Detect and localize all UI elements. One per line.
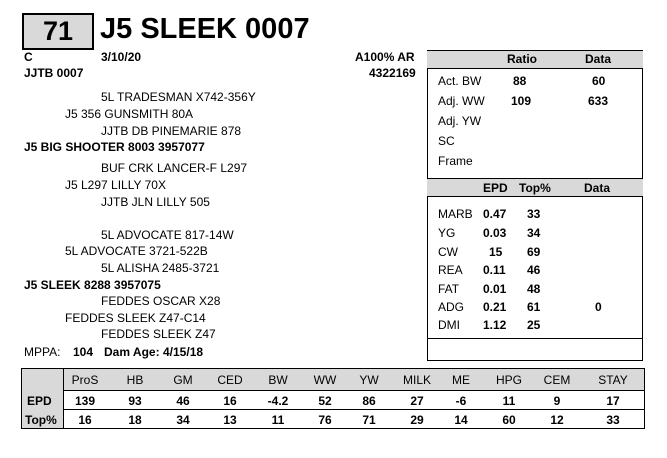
top-value: 12 — [550, 413, 564, 427]
carcass-row-label: MARB — [438, 207, 473, 221]
epd-value: 16 — [223, 394, 237, 408]
carcass-row-label: CW — [438, 245, 458, 259]
performance-panel — [427, 50, 643, 361]
pedigree-sire-dam: J5 L297 LILLY 70X — [65, 178, 166, 192]
epd-value: 11 — [502, 394, 516, 408]
pedigree-sire: J5 BIG SHOOTER 8003 3957077 — [24, 140, 205, 154]
epd-value: 17 — [606, 394, 620, 408]
pedigree-sire-dam-dam: JJTB JLN LILLY 505 — [101, 195, 210, 209]
carcass-row-epd: 0.21 — [483, 300, 507, 314]
carcass-row-label: ADG — [438, 300, 465, 314]
carcass-row-epd: 15 — [489, 245, 503, 259]
epd-col-header: YW — [359, 373, 379, 387]
carcass-row-epd: 0.01 — [483, 282, 507, 296]
carcass-row-top: 34 — [527, 226, 541, 240]
top-value: 14 — [454, 413, 468, 427]
pedigree-dam-dam-dam: FEDDES SLEEK Z47 — [101, 327, 216, 341]
epd-col-header: HB — [126, 373, 144, 387]
epd-value: 46 — [176, 394, 190, 408]
top-value: 11 — [271, 413, 285, 427]
epd-col-header: CEM — [543, 373, 571, 387]
pedigree-sire-sire-sire: 5L TRADESMAN X742-356Y — [101, 90, 256, 104]
epd-value: 86 — [362, 394, 376, 408]
top-value: 16 — [78, 413, 92, 427]
epd-value: 52 — [318, 394, 332, 408]
top-value: 33 — [606, 413, 620, 427]
pedigree-dam: J5 SLEEK 8288 3957075 — [24, 278, 161, 292]
top-value: 18 — [128, 413, 142, 427]
pedigree-sire-dam-sire: BUF CRK LANCER-F L297 — [101, 161, 248, 175]
birth-date: 3/10/20 — [101, 50, 142, 64]
perf-row-ratio: 88 — [513, 74, 527, 88]
epd-col-header: GM — [173, 373, 193, 387]
carcass-row-data: 0 — [595, 300, 602, 314]
pedigree-sire-sire-dam: JJTB DB PINEMARIE 878 — [101, 124, 242, 138]
perf-row-data: 633 — [588, 94, 609, 108]
registry-label: A100% AR — [355, 50, 415, 64]
carcass-row-top: 25 — [527, 318, 541, 332]
dam-age-label: Dam Age: — [104, 345, 160, 359]
epd-value: -6 — [455, 394, 467, 408]
epd-col-header: WW — [313, 373, 337, 387]
epd-value: 139 — [74, 394, 96, 408]
epd-value: 27 — [410, 394, 424, 408]
perf-row-label: Frame — [438, 154, 473, 168]
carcass-row-epd: 0.11 — [483, 263, 506, 277]
epd-value: 93 — [128, 394, 142, 408]
perf-row-label: Act. BW — [438, 74, 482, 88]
pedigree-dam-dam: FEDDES SLEEK Z47-C14 — [65, 311, 206, 325]
pedigree-dam-sire-sire: 5L ADVOCATE 817-14W — [101, 228, 234, 242]
top-value: 29 — [410, 413, 424, 427]
epd-col-header: MILK — [402, 373, 431, 387]
carcass-row-epd: 1.12 — [483, 318, 507, 332]
data-header: Data — [585, 52, 612, 66]
carcass-row-epd: 0.03 — [483, 226, 507, 240]
carcass-row-top: 33 — [527, 207, 541, 221]
carcass-row-label: DMI — [438, 318, 460, 332]
epd-col-header: HPG — [495, 373, 522, 387]
pedigree-dam-sire-dam: 5L ALISHA 2485-3721 — [101, 261, 220, 275]
top-value: 76 — [318, 413, 332, 427]
carcass-row-epd: 0.47 — [483, 207, 507, 221]
epd-col-header: BW — [268, 373, 288, 387]
epd-value: 9 — [553, 394, 561, 408]
top-value: 71 — [362, 413, 376, 427]
perf-row-ratio: 109 — [511, 94, 532, 108]
top-row-label: Top% — [25, 413, 57, 427]
perf-row-label: SC — [438, 134, 455, 148]
epd-header: EPD — [483, 181, 508, 195]
epd-row-label: EPD — [27, 394, 52, 408]
top-value: 60 — [502, 413, 516, 427]
lot-number: 71 — [22, 13, 94, 50]
mppa-label: MPPA: — [24, 345, 61, 359]
registration-number: 4322169 — [369, 66, 416, 80]
pedigree-dam-sire: 5L ADVOCATE 3721-522B — [65, 244, 208, 258]
animal-code: C — [24, 50, 33, 64]
carcass-row-top: 48 — [527, 282, 541, 296]
pedigree-sire-sire: J5 356 GUNSMITH 80A — [65, 107, 194, 121]
mppa-value: 104 — [73, 345, 94, 359]
perf-row-label: Adj. WW — [438, 94, 485, 108]
carcass-row-label: FAT — [438, 282, 460, 296]
carcass-row-top: 69 — [527, 245, 541, 259]
top-value: 13 — [223, 413, 237, 427]
carcass-row-top: 46 — [527, 263, 541, 277]
dam-age-value: 4/15/18 — [163, 345, 204, 359]
epd-table — [21, 368, 645, 429]
perf-row-data: 60 — [592, 74, 606, 88]
epd-value: -4.2 — [267, 394, 289, 408]
top-value: 34 — [176, 413, 190, 427]
perf-row-label: Adj. YW — [438, 114, 482, 128]
epd-col-header: ME — [452, 373, 470, 387]
epd-col-header: CED — [217, 373, 243, 387]
carcass-data-header: Data — [584, 181, 611, 195]
carcass-row-label: YG — [438, 226, 456, 240]
animal-name: J5 SLEEK 0007 — [100, 13, 310, 45]
carcass-row-label: REA — [438, 263, 463, 277]
pedigree-dam-dam-sire: FEDDES OSCAR X28 — [101, 294, 221, 308]
epd-col-header: STAY — [598, 373, 628, 387]
tattoo: JJTB 0007 — [24, 66, 84, 80]
carcass-row-top: 61 — [527, 300, 541, 314]
epd-col-header: ProS — [71, 373, 99, 387]
ratio-header: Ratio — [507, 52, 537, 66]
top-header: Top% — [519, 181, 551, 195]
